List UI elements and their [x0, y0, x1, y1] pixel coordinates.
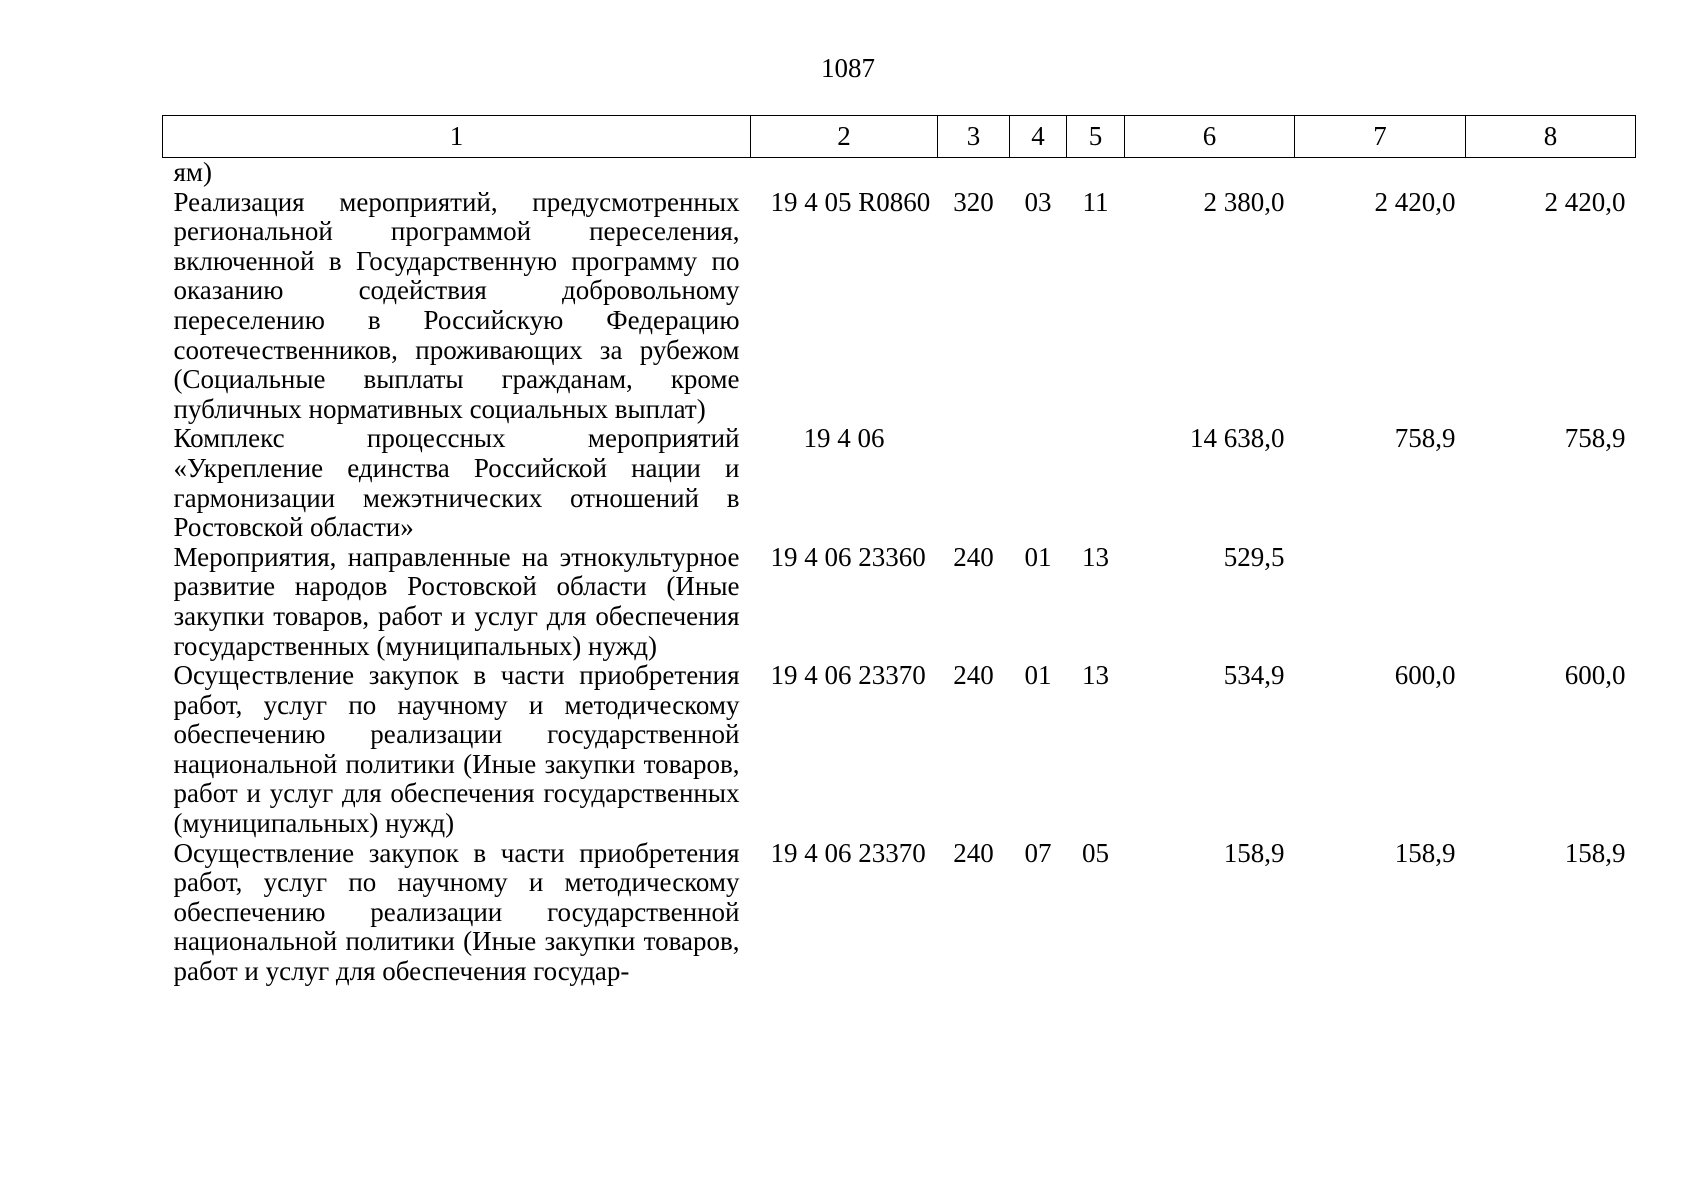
row-amount-8: 758,9 — [1564, 423, 1626, 454]
row-amount-8: 2 420,0 — [1544, 186, 1626, 217]
row-amount-7 — [1295, 158, 1466, 188]
row-code: 19 4 05 R0860 — [770, 186, 931, 217]
row-vr — [938, 158, 1010, 188]
row-vr: 240 — [953, 660, 994, 691]
row-rz — [1010, 424, 1067, 542]
row-description: Реализация мероприятий, предусмотренных региональной программой переселения, включенной в Государственную программу по оказанию содействия добровольному переселению в Российскую Федерацию соотечественников, проживающих за рубежом (Социальные выплаты гражданам, кроме публичных нормативных социальных выплат) — [173, 186, 740, 424]
row-vr: 240 — [953, 541, 994, 572]
row-amount-7 — [1295, 543, 1466, 661]
row-amount-6: 534,9 — [1223, 660, 1285, 691]
column-header-2: 2 — [751, 116, 938, 158]
row-pr: 13 — [1082, 660, 1109, 691]
table-row — [163, 158, 1636, 188]
column-header-5: 5 — [1067, 116, 1125, 158]
row-code: 19 4 06 — [803, 423, 885, 454]
row-description: Осуществление закупок в части приобретения работ, услуг по научному и методическому обеспечению реализации государственной национальной политики (Иные закупки товаров, работ и услуг для обеспечения государ- — [173, 837, 740, 987]
row-amount-8: 158,9 — [1564, 837, 1626, 868]
row-amount-7: 758,9 — [1394, 423, 1456, 454]
row-amount-7: 2 420,0 — [1374, 186, 1456, 217]
row-pr: 11 — [1082, 186, 1109, 217]
row-rz: 03 — [1024, 186, 1052, 217]
row-rz: 01 — [1024, 660, 1052, 691]
row-amount-6: 2 380,0 — [1203, 186, 1285, 217]
table-row — [163, 839, 1636, 987]
row-amount-6: 14 638,0 — [1190, 423, 1285, 454]
column-header-7: 7 — [1295, 116, 1466, 158]
row-amount-7: 158,9 — [1394, 837, 1456, 868]
column-header-4: 4 — [1010, 116, 1067, 158]
column-header-6: 6 — [1125, 116, 1295, 158]
table-row — [163, 661, 1636, 839]
table-row — [163, 188, 1636, 425]
row-description: ям) — [173, 157, 212, 187]
row-amount-7: 600,0 — [1394, 660, 1456, 691]
row-code — [751, 158, 938, 188]
row-amount-8: 600,0 — [1564, 660, 1626, 691]
column-header-3: 3 — [938, 116, 1010, 158]
row-amount-6: 158,9 — [1223, 837, 1285, 868]
row-description: Мероприятия, направленные на этнокультурное развитие народов Ростовской области (Иные закупки товаров, работ и услуг для обеспечения государственных (муниципальных) нужд) — [173, 541, 740, 661]
header-row — [163, 116, 1636, 158]
table-row — [163, 543, 1636, 661]
row-amount-8 — [1466, 158, 1636, 188]
row-rz: 07 — [1024, 837, 1052, 868]
row-amount-6 — [1125, 158, 1295, 188]
row-description: Комплекс процессных мероприятий «Укрепление единства Российской нации и гармонизации межэтнических отношений в Ростовской области» — [173, 423, 740, 543]
row-pr — [1067, 158, 1125, 188]
row-pr: 13 — [1082, 541, 1109, 572]
row-vr: 320 — [953, 186, 994, 217]
row-amount-8 — [1466, 543, 1636, 661]
row-description: Осуществление закупок в части приобретения работ, услуг по научному и методическому обеспечению реализации государственной национальной политики (Иные закупки товаров, работ и услуг для обеспечения государственных (муниципальных) нужд) — [173, 660, 740, 839]
column-header-1: 1 — [163, 116, 751, 158]
page-number: 1087 — [821, 53, 875, 83]
row-code: 19 4 06 23370 — [770, 837, 926, 868]
budget-table — [162, 115, 1636, 987]
row-code: 19 4 06 23370 — [770, 660, 926, 691]
row-rz — [1010, 158, 1067, 188]
column-header-8: 8 — [1466, 116, 1636, 158]
row-amount-6: 529,5 — [1223, 541, 1285, 572]
row-rz: 01 — [1024, 541, 1052, 572]
row-vr: 240 — [953, 837, 994, 868]
row-pr: 05 — [1082, 837, 1109, 868]
table-row — [163, 424, 1636, 542]
row-pr — [1067, 424, 1125, 542]
row-code: 19 4 06 23360 — [770, 541, 926, 572]
row-vr — [938, 424, 1010, 542]
